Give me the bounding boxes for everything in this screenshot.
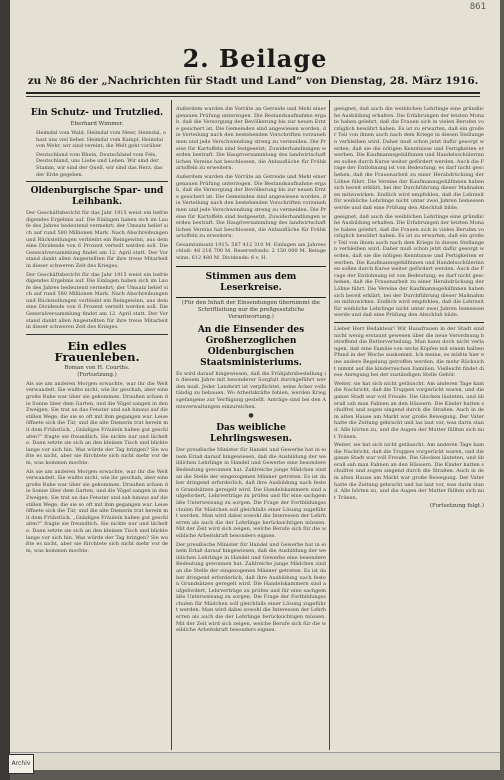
section-divider	[26, 334, 168, 335]
separator-dot: ●	[248, 412, 254, 420]
page-subtitle: zu № 86 der „Nachrichten für Stadt und Land“ von Dienstag, 28. März 1916.	[27, 75, 479, 87]
page-number: 861	[469, 2, 486, 12]
section-divider	[26, 181, 168, 182]
column-divider-1	[171, 100, 172, 750]
scan-edge	[0, 0, 10, 780]
article-body-versorgung: Außerdem wurden die Vorräte an Getreide und Mehl einer genauen Prüfung unterzogen. Die Bestandsaufnahme ergab, daß die Versorgung der Bevölkerung bis zur neuen Ernte gesichert ist. Die Gemeinden sind angewiesen worden, die Verteilung nach den bestehenden Vorschriften vorzunehmen und jede Verschwendung streng zu vermeiden. Die Preise für Kartoffeln sind festgesetzt; Zuwiderhandlungen werden bestraft. Die Hauptversammlung des landwirtschaftlichen Vereins hat beschlossen, die Anbaufläche für Frühkartoffeln zu erweitern.	[176, 106, 326, 172]
poem-stanza-1: Heimdal vom Wald, Heimdal vom Meer, Heimdal, o hast uns viel lieber. Heimdal vom Kampf, Heimdal von Wehr, wir sind vereint; die Welt geht vorüber.	[36, 130, 166, 150]
article-heading-schutzlied: Ein Schutz- und Trutzlied.	[30, 108, 164, 118]
article-heading-leihbank: Oldenburgische Spar- und Leihbank.	[30, 186, 164, 208]
article-body-lehrlingswesen-cont: Der preußische Minister für Handel und Gewerbe hat in einem Erlaß darauf hingewiesen, daß die Ausbildung der weiblichen Lehrlinge in Handel und Gewerbe eine besondere Bedeutung gewonnen hat. Zahlreiche junge Mädchen sind an die Stelle der eingezogenen Männer getreten. Es ist daher dringend erforderlich, daß ihre Ausbildung nach festen Grundsätzen geregelt wird. Die Handelskammern sind aufgefordert, Lehrverträge zu prüfen und für eine sachgemäße Unterweisung zu sorgen. Die Frage der Fortbildungsschulen für Mädchen soll gleichfalls einer Lösung zugeführt werden. Man wird dabei sowohl die Interessen der Lehrherren als auch die der Lehrlinge berücksichtigen müssen. Mit der Zeit wird sich zeigen, welche Berufe sich für die weibliche Arbeitskraft besonders eignen.	[176, 541, 326, 634]
article-body-leihbank-cont: Der Geschäftsbericht für das Jahr 1915 weist ein befriedigendes Ergebnis auf. Die Einlagen haben sich im Laufe des Jahres bedeutend vermehrt; der Umsatz belief sich auf rund 580 Millionen Mark. Nach Abschreibungen und Rückstellungen verbleibt ein Reingewinn, aus dem eine Dividende von 6 Prozent verteilt werden soll. Die Generalversammlung findet am 12. April statt. Der Vorstand dankt allen Angestellten für ihre treue Mitarbeit in dieser schweren Zeit des Krieges.	[26, 271, 168, 331]
column-2	[176, 104, 326, 750]
column-3	[334, 104, 484, 750]
article-byline-schutzlied: Eberhard Wimmer.	[70, 121, 124, 127]
serial-continuation: Weiter, sie hat sich nicht getäuscht. Am anderen Tage kam die Nachricht, daß die Truppen vorgerückt waren, und die ganze Stadt war voll Freude. Die Glocken läuteten, und überall sah man Fahnen an den Häusern. Die Kinder hatten schulfrei und zogen singend durch die Straßen. Auch in dem alten Hause am Markt war große Bewegung. Der Vater hatte die Zeitung gebracht und las laut vor, was darin stand. Alle hörten zu, und die Augen der Mutter füllten sich mit Tränen.	[334, 380, 484, 440]
poem-stanza-2: Deutschland vom Rhein, Deutschland vom Fels, Deutschland, uns Liebe und Leben. Wir sind der Stamm, wir sind der Quell, wir sind das Herz, das der Erde gegeben.	[36, 151, 163, 178]
archive-tag: Archiv	[8, 754, 34, 774]
section-box-leserkreise	[176, 266, 326, 298]
column-1	[26, 104, 168, 750]
header-rule-bottom	[26, 96, 480, 97]
serial-body-cont: Als sie am anderen Morgen erwachte, war ihr die Welt verwandelt. Sie wußte nicht, wie ihr geschah, aber eine große Ruhe war über sie gekommen. Draußen schien die Sonne über dem Garten, und die Vögel sangen in den Zweigen. Sie trat an das Fenster und sah hinaus auf die stillen Wege, die sie so oft mit ihm gegangen war. Leise öffnete sich die Tür, und die alte Dienerin trat herein mit dem Frühstück. „Gnädiges Fräulein haben gut geschlafen?“ fragte sie freundlich. Sie nickte nur und lächelte. Dann setzte sie sich an den kleinen Tisch und blickte lange vor sich hin. Was würde der Tag bringen? Sie wußte es nicht, aber sie fürchtete sich nicht mehr vor dem, was kommen mochte.	[26, 468, 168, 554]
serial-byline: Roman von H. Courths.	[64, 364, 130, 371]
column-divider-2	[329, 100, 330, 750]
section-divider	[334, 322, 484, 323]
newspaper-page	[10, 0, 500, 770]
reader-letter: Lieber Herr Redakteur! Wir Hausfrauen in der Stadt sind nicht wenig erstaunt gewesen über die neue Verordnung betreffend die Butterverteilung. Man kann doch nicht verlangen, daß eine Familie von sechs Köpfen mit einem halben Pfund in der Woche auskommt. Ich meine, es müßte hier eine andere Regelung getroffen werden, die mehr Rücksicht nimmt auf die kinderreichen Familien. Vielleicht findet diese Anregung bei der zuständigen Stelle Gehör.	[334, 326, 484, 379]
section-heading-leserkreise: Stimmen aus dem Leserkreise.	[205, 271, 297, 293]
header-rule-top	[26, 92, 480, 94]
article-body-lehrlingswesen: Der preußische Minister für Handel und Gewerbe hat in einem Erlaß darauf hingewiesen, daß die Ausbildung der weiblichen Lehrlinge in Handel und Gewerbe eine besondere Bedeutung gewonnen hat. Zahlreiche junge Mädchen sind an die Stelle der eingezogenen Männer getreten. Es ist daher dringend erforderlich, daß ihre Ausbildung nach festen Grundsätzen geregelt wird. Die Handelskammern sind aufgefordert, Lehrverträge zu prüfen und für eine sachgemäße Unterweisung zu sorgen. Die Frage der Fortbildungsschulen für Mädchen soll gleichfalls einer Lösung zugeführt werden. Man wird dabei sowohl die Interessen der Lehrherren als auch die der Lehrlinge berücksichtigen müssen. Mit der Zeit wird sich zeigen, welche Berufe sich für die weibliche Arbeitskraft besonders eignen.	[176, 447, 326, 539]
bank-figures: Gesamtumsatz 1915: 587 412 310 M. Einlagen am Jahresschluß: 48 216 700 M. Reservefonds: 2 150 000 M. Reingewinn: 612 480 M. Dividende: 6 v. H.	[176, 241, 326, 262]
article-body-staatsministerium: Es wird darauf hingewiesen, daß die Frühjahrsbestellung in diesem Jahre mit besonderer Sorgfalt durchgeführt werden muß. Jeder Landwirt ist verpflichtet, seine Äcker vollständig zu bebauen. Wo Arbeitskräfte fehlen, werden Kriegsgefangene zur Verfügung gestellt. Anträge sind bei den Amtsverwaltungen einzureichen.	[176, 370, 326, 410]
serial-heading: Ein edles Frauenleben.	[54, 338, 140, 364]
section-disclaimer: (Für den Inhalt der Einsendungen übernimmt die Schriftleitung nur die preßgesetzliche Verantwortung.)	[181, 299, 321, 320]
page-bottom-margin	[10, 752, 500, 770]
serial-body: Als sie am anderen Morgen erwachte, war ihr die Welt verwandelt. Sie wußte nicht, wie ihr geschah, aber eine große Ruhe war über sie gekommen. Draußen schien die Sonne über dem Garten, und die Vögel sangen in den Zweigen. Sie trat an das Fenster und sah hinaus auf die stillen Wege, die sie so oft mit ihm gegangen war. Leise öffnete sich die Tür, und die alte Dienerin trat herein mit dem Frühstück. „Gnädiges Fräulein haben gut geschlafen?“ fragte sie freundlich. Sie nickte nur und lächelte. Dann setzte sie sich an den kleinen Tisch und blickte lange vor sich hin. Was würde der Tag bringen? Sie wußte es nicht, aber sie fürchtete sich nicht mehr vor dem, was kommen mochte.	[26, 380, 168, 466]
page-title: 2. Beilage	[182, 44, 328, 73]
article-heading-staatsministerium: An die Einsender des Großherzoglichen Oldenburgischen Staatsministeriums.	[197, 324, 305, 368]
serial-note: (Fortsetzung.)	[77, 371, 117, 378]
article-body-continued: geeignet, daß auch die weiblichen Lehrlinge eine gründliche Ausbildung erhalten. Die Erfahrungen der letzten Monate haben gelehrt, daß die Frauen sich in vielen Berufen vorzüglich bewährt haben. Es ist zu erwarten, daß ein großer Teil von ihnen auch nach dem Kriege in diesen Stellungen verbleiben wird. Daher muß schon jetzt dafür gesorgt werden, daß sie die nötigen Kenntnisse und Fertigkeiten erwerben. Die Kaufmannsgehilfinnen und Handelsschülerinnen sollen durch Kurse weiter gefördert werden. Auch die Frage der Entlohnung ist von Bedeutung; es darf nicht geschehen, daß die Frauenarbeit zu einer Herabdrückung der Löhne führt. Die Vereine der Kaufmannsgehilfinnen haben sich bereit erklärt, bei der Durchführung dieser Maßnahmen mitzuwirken. Endlich wird empfohlen, daß die Lehrzeit für weibliche Lehrlinge nicht unter zwei Jahren bemessen werde und daß eine Prüfung den Abschluß bilde.	[334, 106, 484, 211]
article-heading-lehrlingswesen: Das weibliche Lehrlingswesen.	[209, 423, 293, 445]
article-body-versorgung-cont: Außerdem wurden die Vorräte an Getreide und Mehl einer genauen Prüfung unterzogen. Die Bestandsaufnahme ergab, daß die Versorgung der Bevölkerung bis zur neuen Ernte gesichert ist. Die Gemeinden sind angewiesen worden, die Verteilung nach den bestehenden Vorschriften vorzunehmen und jede Verschwendung streng zu vermeiden. Die Preise für Kartoffeln sind festgesetzt; Zuwiderhandlungen werden bestraft. Die Hauptversammlung des landwirtschaftlichen Vereins hat beschlossen, die Anbaufläche für Frühkartoffeln zu erweitern.	[176, 173, 326, 240]
continuation-note: (Fortsetzung folgt.)	[429, 503, 484, 510]
serial-continuation-2: Weiter, sie hat sich nicht getäuscht. Am anderen Tage kam die Nachricht, daß die Truppen vorgerückt waren, und die ganze Stadt war voll Freude. Die Glocken läuteten, und überall sah man Fahnen an den Häusern. Die Kinder hatten schulfrei und zogen singend durch die Straßen. Auch in dem alten Hause am Markt war große Bewegung. Der Vater hatte die Zeitung gebracht und las laut vor, was darin stand. Alle hörten zu, und die Augen der Mutter füllten sich mit Tränen.	[334, 442, 484, 501]
article-body-leihbank: Der Geschäftsbericht für das Jahr 1915 weist ein befriedigendes Ergebnis auf. Die Einlagen haben sich im Laufe des Jahres bedeutend vermehrt; der Umsatz belief sich auf rund 580 Millionen Mark. Nach Abschreibungen und Rückstellungen verbleibt ein Reingewinn, aus dem eine Dividende von 6 Prozent verteilt werden soll. Die Generalversammlung findet am 12. April statt. Der Vorstand dankt allen Angestellten für ihre treue Mitarbeit in dieser schweren Zeit des Krieges.	[26, 210, 168, 269]
article-body-continued-2: geeignet, daß auch die weiblichen Lehrlinge eine gründliche Ausbildung erhalten. Die Erfahrungen der letzten Monate haben gelehrt, daß die Frauen sich in vielen Berufen vorzüglich bewährt haben. Es ist zu erwarten, daß ein großer Teil von ihnen auch nach dem Kriege in diesen Stellungen verbleiben wird. Daher muß schon jetzt dafür gesorgt werden, daß sie die nötigen Kenntnisse und Fertigkeiten erwerben. Die Kaufmannsgehilfinnen und Handelsschülerinnen sollen durch Kurse weiter gefördert werden. Auch die Frage der Entlohnung ist von Bedeutung; es darf nicht geschehen, daß die Frauenarbeit zu einer Herabdrückung der Löhne führt. Die Vereine der Kaufmannsgehilfinnen haben sich bereit erklärt, bei der Durchführung dieser Maßnahmen mitzuwirken. Endlich wird empfohlen, daß die Lehrzeit für weibliche Lehrlinge nicht unter zwei Jahren bemessen werde und daß eine Prüfung den Abschluß bilde.	[334, 213, 484, 319]
